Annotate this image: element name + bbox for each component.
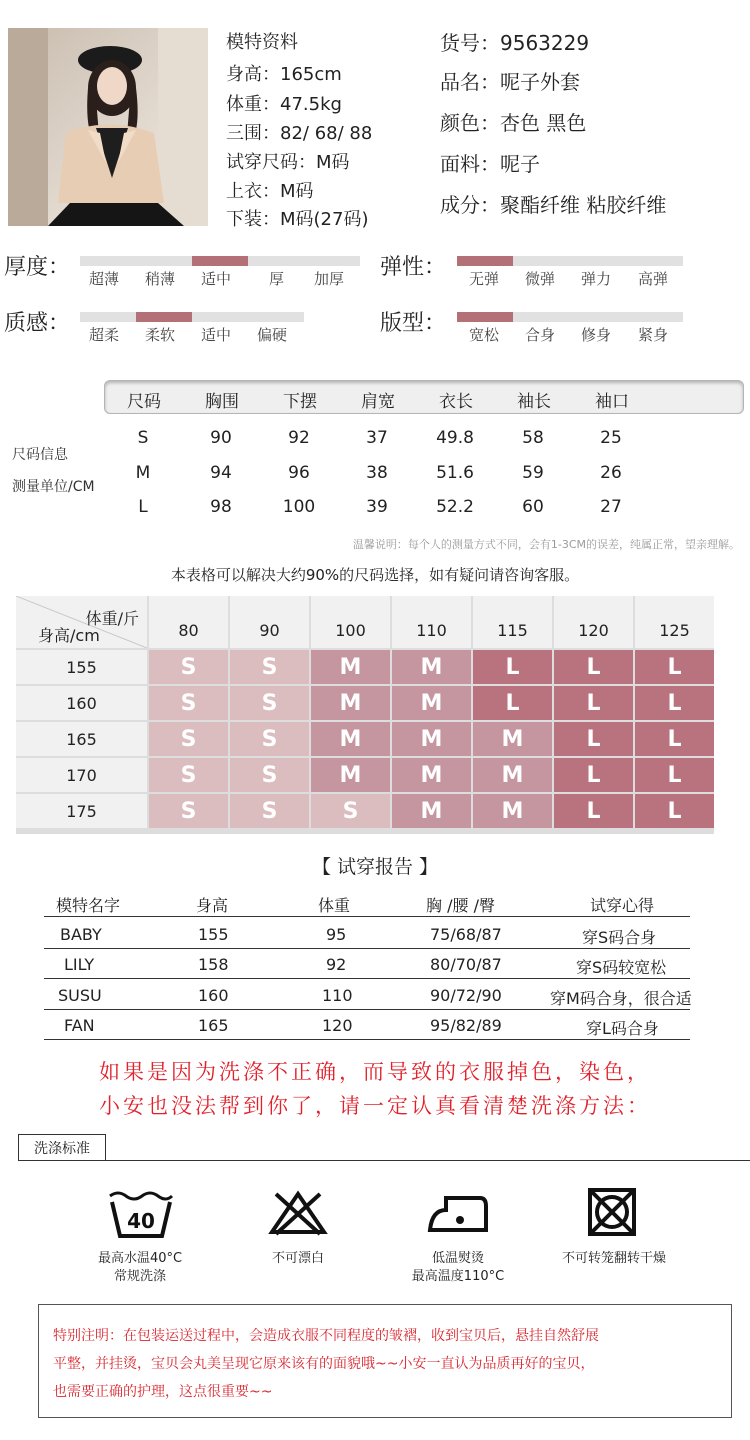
grid-corner-height: 身高/cm — [38, 626, 100, 645]
grid-size-cell: L — [635, 722, 714, 756]
size-cell: L — [138, 497, 148, 517]
size-header-cell: 肩宽 — [361, 392, 395, 412]
grid-size-cell: M — [392, 650, 471, 684]
grid-size-cell: M — [311, 758, 390, 792]
grid-weight-header: 110 — [392, 596, 471, 648]
notice-line-1: 特别注明：在包装运送过程中，会造成衣服不同程度的皱褶，收到宝贝后，悬挂自然舒展 — [53, 1328, 599, 1344]
grid-size-cell: L — [635, 686, 714, 720]
grid-size-cell: M — [473, 758, 552, 792]
grid-size-cell: M — [392, 722, 471, 756]
notice-line-3: 也需要正确的护理，这点很重要~~ — [53, 1384, 273, 1400]
elasticity-option: 弹力 — [581, 270, 612, 288]
size-cell: 90 — [210, 428, 232, 448]
tryon-divider — [44, 948, 690, 949]
tryon-cell: 穿S码合身 — [582, 928, 657, 947]
product-sku: 货号：9563229 — [440, 31, 590, 55]
elasticity-option: 无弹 — [469, 270, 500, 288]
grid-size-cell: M — [473, 722, 552, 756]
tryon-cell: 160 — [198, 986, 229, 1005]
warning-line-2: 小安也没法帮到你了，请一定认真看清楚洗涤方法： — [99, 1094, 651, 1118]
tryon-divider — [44, 916, 690, 917]
grid-size-cell: L — [635, 794, 714, 828]
tryon-cell: FAN — [64, 1016, 95, 1035]
texture-label: 质感： — [4, 311, 71, 336]
elasticity-selected-indicator — [457, 256, 513, 266]
tryon-divider — [44, 1009, 690, 1010]
tryon-cell: 120 — [322, 1016, 353, 1035]
grid-size-cell: S — [230, 650, 309, 684]
size-cell: 59 — [522, 463, 544, 483]
elasticity-bar — [457, 256, 683, 266]
grid-height-header: 165 — [16, 722, 147, 756]
grid-corner-weight: 体重/斤 — [85, 609, 139, 628]
wash-temperature: 40 — [127, 1209, 155, 1233]
tryon-cell: 165 — [198, 1016, 229, 1035]
size-cell: 98 — [210, 497, 232, 517]
size-cell: 92 — [288, 428, 310, 448]
size-header-cell: 袖长 — [517, 392, 551, 412]
care-tab-line — [18, 1160, 750, 1161]
thickness-option: 厚 — [269, 270, 285, 288]
texture-selected-indicator — [136, 312, 192, 322]
notice-line-2: 平整，并挂烫，宝贝会丸美呈现它原来该有的面貌哦~~小安一直认为品质再好的宝贝， — [53, 1356, 595, 1372]
warning-line-1: 如果是因为洗涤不正确，而导致的衣服掉色，染色， — [99, 1060, 651, 1084]
fit-label: 版型： — [380, 311, 447, 336]
model-heading: 模特资料 — [226, 32, 298, 53]
size-cell: S — [137, 428, 149, 448]
size-table-note: 温馨说明：每个人的测量方式不同，会有1-3CM的误差，纯属正常，望亲理解。 — [352, 538, 740, 551]
model-photo — [8, 28, 208, 226]
thickness-bar — [80, 256, 360, 266]
size-cell: 27 — [600, 497, 622, 517]
care-label-iron — [396, 1250, 520, 1286]
grid-size-cell: S — [149, 758, 228, 792]
grid-size-cell: L — [554, 722, 633, 756]
model-top-size: 上衣：M码 — [226, 181, 314, 202]
tryon-cell: 155 — [198, 925, 229, 944]
care-label-bleach — [238, 1250, 358, 1268]
grid-size-cell: L — [554, 794, 633, 828]
size-table-side-label: 尺码信息 — [12, 447, 68, 463]
size-cell: 96 — [288, 463, 310, 483]
elasticity-option: 高弹 — [638, 270, 669, 288]
tryon-cell: 95/82/89 — [430, 1016, 502, 1035]
care-label-line: 不可漂白 — [271, 1251, 324, 1266]
size-table-body — [104, 428, 704, 528]
grid-size-cell: S — [230, 794, 309, 828]
grid-height-header: 175 — [16, 794, 147, 828]
size-cell: 100 — [282, 497, 316, 517]
grid-size-cell: S — [149, 794, 228, 828]
tryon-header-cell: 胸 /腰 /臀 — [426, 896, 495, 915]
grid-size-cell: M — [311, 722, 390, 756]
size-cell: 38 — [366, 463, 388, 483]
grid-size-cell: M — [311, 650, 390, 684]
grid-size-cell: L — [554, 650, 633, 684]
no-tumble-dry-icon — [586, 1186, 638, 1238]
tryon-cell: 90/72/90 — [430, 986, 502, 1005]
care-label-line: 不可转笼翻转干燥 — [561, 1251, 666, 1266]
size-table-header — [104, 380, 744, 414]
grid-weight-header: 115 — [473, 596, 552, 648]
thickness-option: 适中 — [201, 270, 232, 288]
tryon-title: 【 试穿报告 】 — [311, 856, 439, 878]
thickness-option: 超薄 — [89, 270, 120, 288]
fit-selected-indicator — [457, 312, 513, 322]
tryon-header-cell: 模特名字 — [56, 896, 121, 915]
grid-size-cell: L — [473, 650, 552, 684]
size-recommendation-grid — [16, 596, 714, 834]
size-cell: 39 — [366, 497, 388, 517]
grid-height-header: 170 — [16, 758, 147, 792]
size-table-unit-label: 测量单位/CM — [12, 479, 95, 495]
grid-weight-header: 120 — [554, 596, 633, 648]
size-header-cell: 袖口 — [595, 392, 629, 412]
care-label-line: 最高温度110°C — [411, 1269, 505, 1284]
tryon-cell: 穿M码合身，很合适 — [550, 989, 692, 1008]
texture-option: 适中 — [201, 326, 232, 344]
size-cell: 94 — [210, 463, 232, 483]
size-cell: 49.8 — [436, 428, 474, 448]
tryon-cell: SUSU — [58, 986, 102, 1005]
tryon-cell: 95 — [326, 925, 347, 944]
size-cell: M — [135, 463, 151, 483]
grid-size-cell: S — [311, 794, 390, 828]
grid-size-cell: M — [473, 794, 552, 828]
tryon-cell: 158 — [198, 955, 229, 974]
model-photo-image — [8, 28, 208, 226]
product-fabric: 面料：呢子 — [440, 152, 540, 176]
size-cell: 37 — [366, 428, 388, 448]
care-label-line: 常规洗涤 — [113, 1269, 166, 1284]
texture-option: 柔软 — [145, 326, 176, 344]
care-tab: 洗涤标准 — [18, 1134, 106, 1161]
grid-size-cell: L — [554, 758, 633, 792]
size-cell: 51.6 — [436, 463, 474, 483]
elasticity-option: 微弹 — [525, 270, 556, 288]
grid-size-cell: S — [230, 686, 309, 720]
fit-option: 紧身 — [638, 326, 669, 344]
model-bwh: 三围：82/ 68/ 88 — [226, 123, 373, 144]
tryon-header-cell: 身高 — [196, 896, 229, 915]
fit-bar — [457, 312, 683, 322]
thickness-label: 厚度： — [4, 255, 71, 280]
tryon-cell: 92 — [326, 955, 347, 974]
care-label-dry — [544, 1250, 684, 1268]
tryon-cell: 穿L码合身 — [586, 1019, 659, 1038]
tryon-cell: 穿S码较宽松 — [576, 958, 667, 977]
size-header-cell: 衣长 — [439, 392, 473, 412]
low-iron-icon — [424, 1188, 492, 1236]
grid-weight-header: 90 — [230, 596, 309, 648]
size-cell: 25 — [600, 428, 622, 448]
texture-option: 超柔 — [89, 326, 120, 344]
grid-size-cell: S — [149, 686, 228, 720]
model-weight: 体重：47.5kg — [226, 94, 342, 115]
tryon-divider — [44, 1039, 690, 1040]
tryon-cell: 110 — [322, 986, 353, 1005]
care-label-wash — [80, 1250, 200, 1286]
grid-corner — [16, 596, 147, 648]
care-label-line: 低温熨烫 — [431, 1251, 484, 1266]
size-header-cell: 下摆 — [283, 392, 317, 412]
grid-size-cell: L — [635, 650, 714, 684]
grid-height-header: 160 — [16, 686, 147, 720]
product-name: 品名：呢子外套 — [440, 70, 580, 94]
no-bleach-icon — [268, 1190, 328, 1236]
size-header-cell: 尺码 — [127, 392, 161, 412]
fit-option: 宽松 — [469, 326, 500, 344]
grid-height-header: 155 — [16, 650, 147, 684]
grid-weight-header: 80 — [149, 596, 228, 648]
grid-size-cell: L — [635, 758, 714, 792]
product-composition: 成分：聚酯纤维 粘胶纤维 — [440, 193, 667, 217]
grid-size-cell: S — [230, 722, 309, 756]
tryon-cell: 75/68/87 — [430, 925, 502, 944]
special-notice — [38, 1304, 732, 1418]
grid-weight-header: 125 — [635, 596, 714, 648]
grid-size-cell: M — [392, 794, 471, 828]
grid-size-cell: L — [554, 686, 633, 720]
grid-size-cell: L — [473, 686, 552, 720]
grid-size-cell: S — [149, 650, 228, 684]
thickness-selected-indicator — [192, 256, 248, 266]
tryon-cell: 80/70/87 — [430, 955, 502, 974]
grid-size-cell: S — [230, 758, 309, 792]
tryon-header-cell: 试穿心得 — [590, 896, 655, 915]
grid-size-cell: S — [149, 722, 228, 756]
fit-option: 修身 — [581, 326, 612, 344]
tryon-header-cell: 体重 — [318, 896, 351, 915]
grid-intro: 本表格可以解决大约90%的尺码选择，如有疑问请咨询客服。 — [170, 566, 580, 584]
thickness-option: 稍薄 — [145, 270, 176, 288]
elasticity-label: 弹性： — [380, 255, 447, 280]
grid-size-cell: M — [311, 686, 390, 720]
size-cell: 58 — [522, 428, 544, 448]
model-bottom-size: 下装：M码(27码) — [226, 209, 369, 230]
texture-option: 偏硬 — [257, 326, 288, 344]
product-color: 颜色：杏色 黑色 — [440, 111, 587, 135]
grid-size-cell: M — [392, 686, 471, 720]
care-label-line: 最高水温40°C — [97, 1251, 183, 1266]
tryon-cell: BABY — [60, 925, 102, 944]
size-header-cell: 胸围 — [205, 392, 239, 412]
tryon-cell: LILY — [64, 955, 95, 974]
fit-option: 合身 — [525, 326, 556, 344]
model-try-size: 试穿尺码：M码 — [226, 152, 350, 173]
model-height: 身高：165cm — [226, 64, 342, 85]
tryon-divider — [44, 978, 690, 979]
size-cell: 26 — [600, 463, 622, 483]
size-cell: 60 — [522, 497, 544, 517]
grid-weight-header: 100 — [311, 596, 390, 648]
size-cell: 52.2 — [436, 497, 474, 517]
thickness-option: 加厚 — [314, 270, 345, 288]
grid-size-cell: M — [392, 758, 471, 792]
texture-bar — [80, 312, 304, 322]
wash-40-icon — [106, 1188, 176, 1240]
